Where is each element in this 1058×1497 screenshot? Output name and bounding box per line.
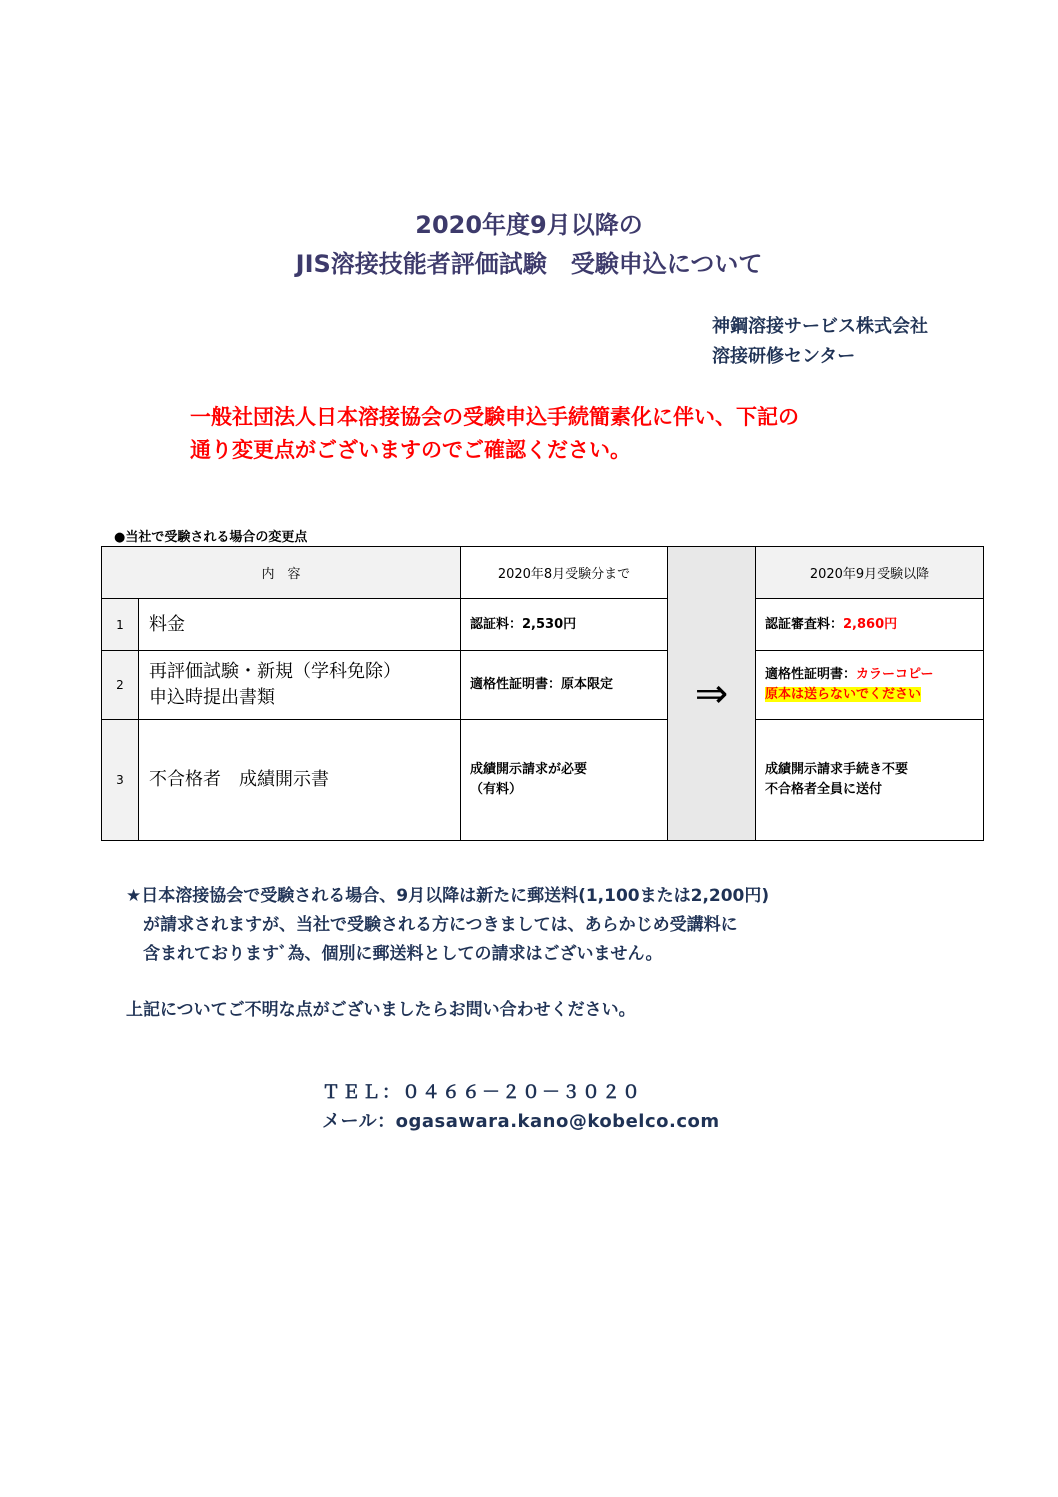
arrow-column: [667, 546, 756, 841]
row-after-value: カラーコピー: [856, 667, 934, 682]
row-number: 3: [116, 773, 124, 787]
row-number: 2: [116, 678, 124, 692]
row-before-text: 成績開示請求が必要: [470, 762, 588, 777]
row-content-text-2: 申込時提出書類: [149, 687, 275, 708]
row-content-text: 料金: [149, 613, 185, 635]
row-content-text: 再評価試験・新規（学科免除）: [149, 661, 401, 682]
row-after-label: 適格性証明書：: [765, 667, 857, 682]
header-content-label: 内 容: [261, 567, 301, 582]
row-after-warning: 原本は送らないでください: [765, 687, 922, 702]
row-2-number: [101, 650, 139, 720]
right-arrow-icon: ⇒: [694, 670, 729, 717]
title-line2: JIS溶接技能者評価試験 受験申込について: [295, 250, 763, 278]
row-content-text: 不合格者 成績開示書: [149, 769, 329, 790]
section-heading: ●当社で受験される場合の変更点: [114, 530, 308, 545]
row-after-label: 成績開示請求手続き不要: [765, 762, 909, 777]
header-before-label: 2020年8月受験分まで: [497, 567, 631, 582]
row-number: 1: [116, 617, 124, 632]
row-2-content: [138, 650, 461, 720]
inquiry-text: 上記についてご不明な点がございましたらお問い合わせください。: [126, 1000, 636, 1020]
row-3-number: [101, 719, 139, 841]
contact-mail[interactable]: メール：ogasawara.kano@kobelco.com: [322, 1111, 720, 1132]
organization-name: 神鋼溶接サービス株式会社: [712, 316, 928, 337]
note-line2: が請求されますが、当社で受験される方につきましては、あらかじめ受講料に: [126, 915, 738, 935]
row-3-before: [460, 719, 668, 841]
row-2-before: [460, 650, 668, 720]
row-2-after: [755, 650, 984, 720]
row-before-text: 認証料：2,530円: [470, 616, 577, 632]
row-after-label: 認証審査料：: [765, 616, 844, 632]
note-line1: ★日本溶接協会で受験される場合、9月以降は新たに郵送料(1,100または2,200円): [126, 886, 770, 906]
row-1-before: [460, 598, 668, 651]
row-before-text-2: （有料）: [470, 782, 523, 797]
organization-department: 溶接研修センター: [712, 346, 856, 367]
row-1-content: [138, 598, 461, 651]
title-line1: 2020年度9月以降の: [415, 211, 643, 239]
note-line3: 含まれておりますﾞ為、個別に郵送料としての請求はございません。: [126, 944, 663, 964]
row-3-after: [755, 719, 984, 841]
row-1-after: [755, 598, 984, 651]
notice-line2: 通り変更点がございますのでご確認ください。: [190, 438, 631, 462]
row-after-text-2: 不合格者全員に送付: [765, 782, 883, 797]
row-after-value: 2,860円: [843, 616, 898, 632]
header-before: [460, 546, 668, 599]
row-3-content: [138, 719, 461, 841]
header-after-label: 2020年9月受験以降: [809, 567, 930, 582]
notice-line1: 一般社団法人日本溶接協会の受験申込手続簡素化に伴い、下記の: [190, 405, 799, 429]
contact-tel: ＴＥＬ：０４６６－２０－３０２０: [322, 1082, 642, 1103]
row-before-text: 適格性証明書：原本限定: [470, 677, 614, 692]
row-1-number: [101, 598, 139, 651]
header-after: [755, 546, 984, 599]
header-content: [101, 546, 461, 599]
